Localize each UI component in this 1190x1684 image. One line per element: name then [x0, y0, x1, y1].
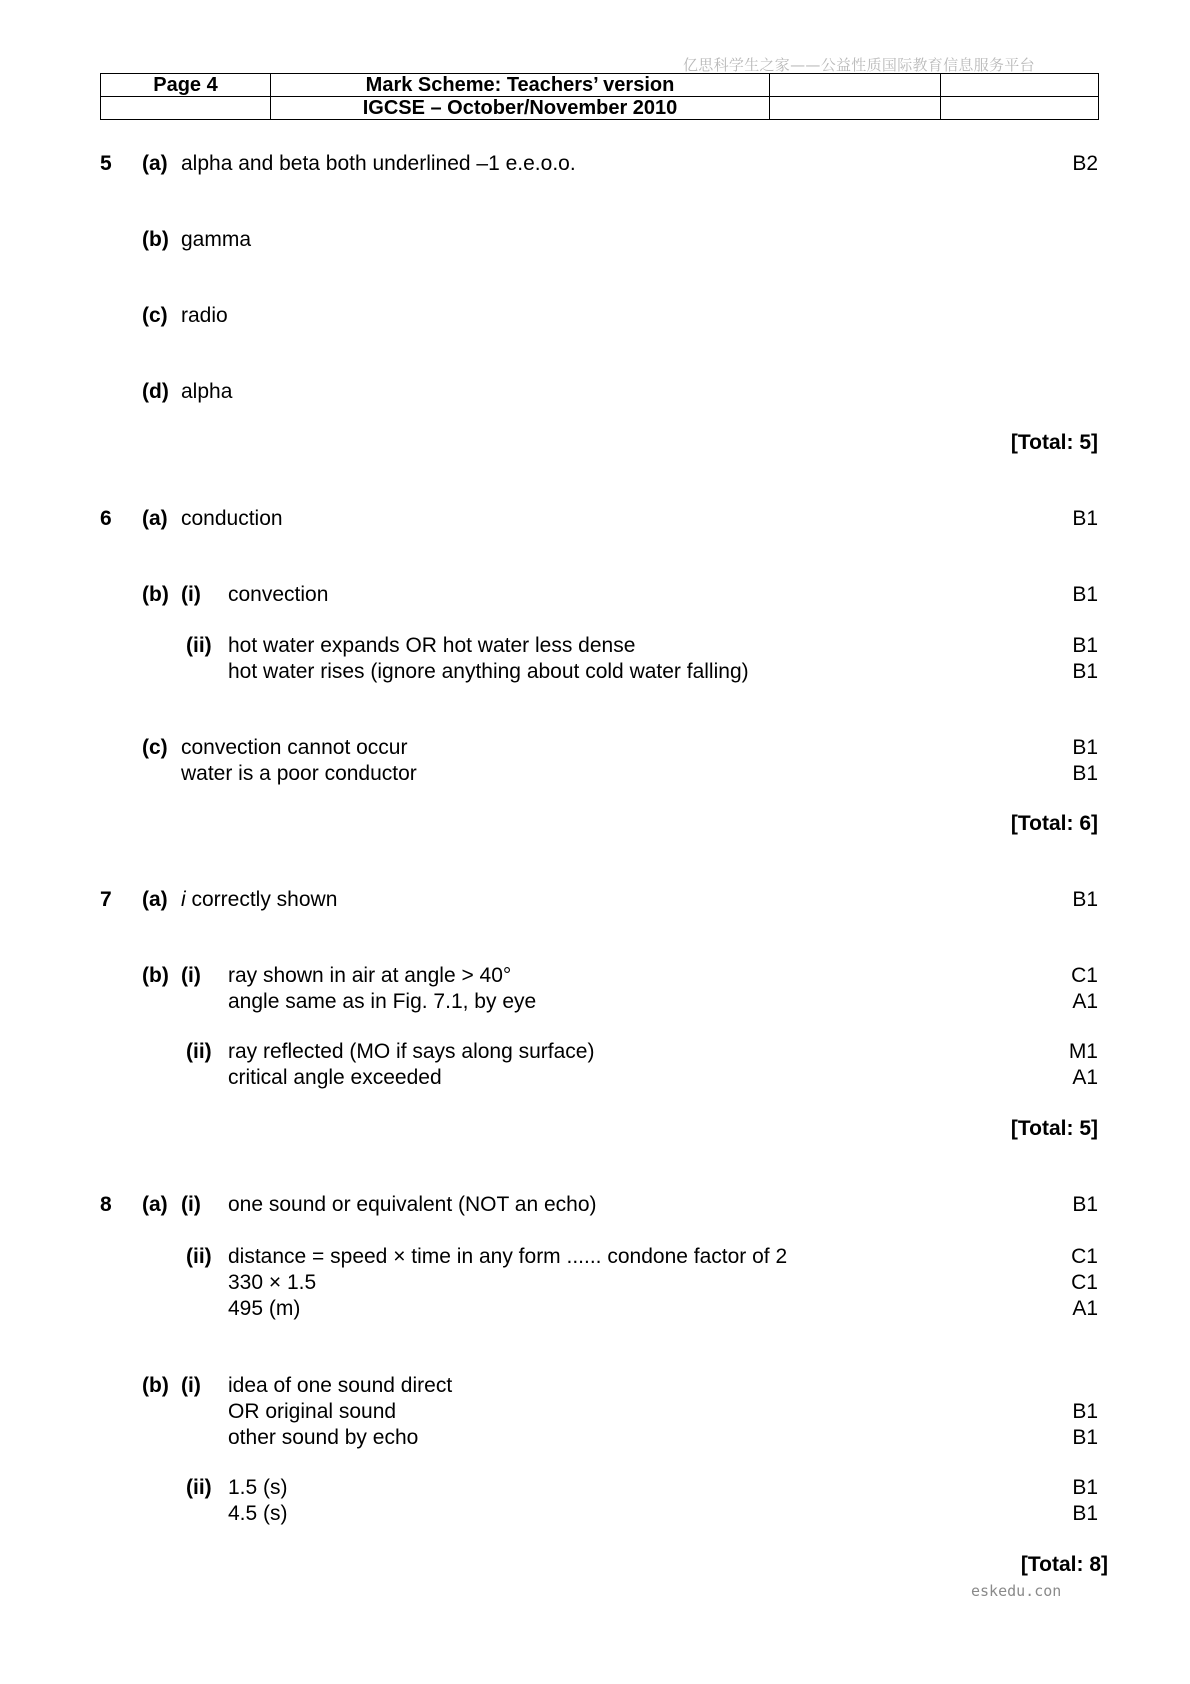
italic-symbol: i — [181, 888, 186, 911]
header-empty-cell — [770, 97, 941, 120]
answer-text: idea of one sound direct — [228, 1374, 453, 1397]
mark: B1 — [1072, 1502, 1098, 1525]
answer-text: distance = speed × time in any form ...... condone factor of 2 — [228, 1245, 788, 1268]
document-title: Mark Scheme: Teachers’ version — [271, 74, 770, 97]
part-label: (a) — [142, 152, 168, 175]
question-number: 8 — [100, 1193, 112, 1216]
question-number: 5 — [100, 152, 112, 175]
mark: B2 — [1072, 152, 1098, 175]
mark: C1 — [1071, 964, 1098, 987]
answer-text: convection — [228, 583, 329, 606]
mark: A1 — [1072, 1297, 1098, 1320]
mark: B1 — [1072, 1426, 1098, 1449]
question-number: 7 — [100, 888, 112, 911]
mark: M1 — [1068, 1040, 1098, 1063]
mark: A1 — [1072, 1066, 1098, 1089]
part-label: (a) — [142, 1193, 168, 1216]
subpart-label: (i) — [181, 583, 201, 606]
part-label: (a) — [142, 888, 168, 911]
subpart-label: (i) — [181, 964, 201, 987]
part-label: (d) — [142, 380, 169, 403]
page-number: Page 4 — [101, 74, 271, 97]
header-empty-cell — [941, 97, 1099, 120]
answer-text: hot water expands OR hot water less dense — [228, 634, 636, 657]
answer-text: ray reflected (MO if says along surface) — [228, 1040, 595, 1063]
watermark-top: 亿思科学生之家——公益性质国际教育信息服务平台 — [683, 56, 1035, 74]
header-empty-cell — [941, 74, 1099, 97]
header-empty-cell — [770, 74, 941, 97]
subpart-label: (ii) — [186, 1476, 212, 1499]
question-total: [Total: 5] — [1010, 1117, 1098, 1140]
mark: A1 — [1072, 990, 1098, 1013]
watermark-bottom: eskedu.con — [971, 1582, 1062, 1600]
header-table — [100, 73, 1099, 120]
mark: B1 — [1072, 736, 1098, 759]
mark: B1 — [1072, 583, 1098, 606]
answer-text — [181, 887, 337, 913]
answer-text: 4.5 (s) — [228, 1502, 288, 1525]
mark: B1 — [1072, 1193, 1098, 1216]
answer-text: OR original sound — [228, 1400, 397, 1423]
answer-text: one sound or equivalent (NOT an echo) — [228, 1193, 597, 1216]
answer-text: critical angle exceeded — [228, 1066, 442, 1089]
answer-text: alpha — [181, 380, 233, 403]
part-label: (c) — [142, 304, 168, 327]
subpart-label: (ii) — [186, 634, 212, 657]
answer-text: gamma — [181, 228, 252, 251]
mark: B1 — [1072, 1476, 1098, 1499]
mark: B1 — [1072, 888, 1098, 911]
answer-text: radio — [181, 304, 228, 327]
mark: C1 — [1071, 1271, 1098, 1294]
subpart-label: (i) — [181, 1193, 201, 1216]
answer-text: alpha and beta both underlined –1 e.e.o.o. — [181, 152, 576, 175]
subpart-label: (ii) — [186, 1040, 212, 1063]
mark: B1 — [1072, 507, 1098, 530]
answer-text: ray shown in air at angle > 40° — [228, 964, 512, 987]
question-total: [Total: 8] — [1020, 1553, 1108, 1576]
answer-text: 1.5 (s) — [228, 1476, 288, 1499]
document-subtitle: IGCSE – October/November 2010 — [271, 97, 770, 120]
mark: B1 — [1072, 660, 1098, 683]
part-label: (b) — [142, 1374, 169, 1397]
mark: B1 — [1072, 762, 1098, 785]
subpart-label: (ii) — [186, 1245, 212, 1268]
answer-text: conduction — [181, 507, 283, 530]
part-label: (c) — [142, 736, 168, 759]
answer-text: angle same as in Fig. 7.1, by eye — [228, 990, 537, 1013]
part-label: (b) — [142, 228, 169, 251]
question-number: 6 — [100, 507, 112, 530]
answer-text: water is a poor conductor — [181, 762, 417, 785]
answer-text: 495 (m) — [228, 1297, 301, 1320]
part-label: (a) — [142, 507, 168, 530]
answer-text: other sound by echo — [228, 1426, 419, 1449]
part-label: (b) — [142, 583, 169, 606]
question-total: [Total: 6] — [1010, 812, 1098, 835]
header-empty-cell — [101, 97, 271, 120]
mark: C1 — [1071, 1245, 1098, 1268]
answer-text: 330 × 1.5 — [228, 1271, 317, 1294]
part-label: (b) — [142, 964, 169, 987]
subpart-label: (i) — [181, 1374, 201, 1397]
mark: B1 — [1072, 1400, 1098, 1423]
answer-text: convection cannot occur — [181, 736, 408, 759]
question-total: [Total: 5] — [1010, 431, 1098, 454]
answer-text-rest: correctly shown — [185, 888, 338, 911]
mark: B1 — [1072, 634, 1098, 657]
answer-text: hot water rises (ignore anything about cold water falling) — [228, 660, 749, 683]
